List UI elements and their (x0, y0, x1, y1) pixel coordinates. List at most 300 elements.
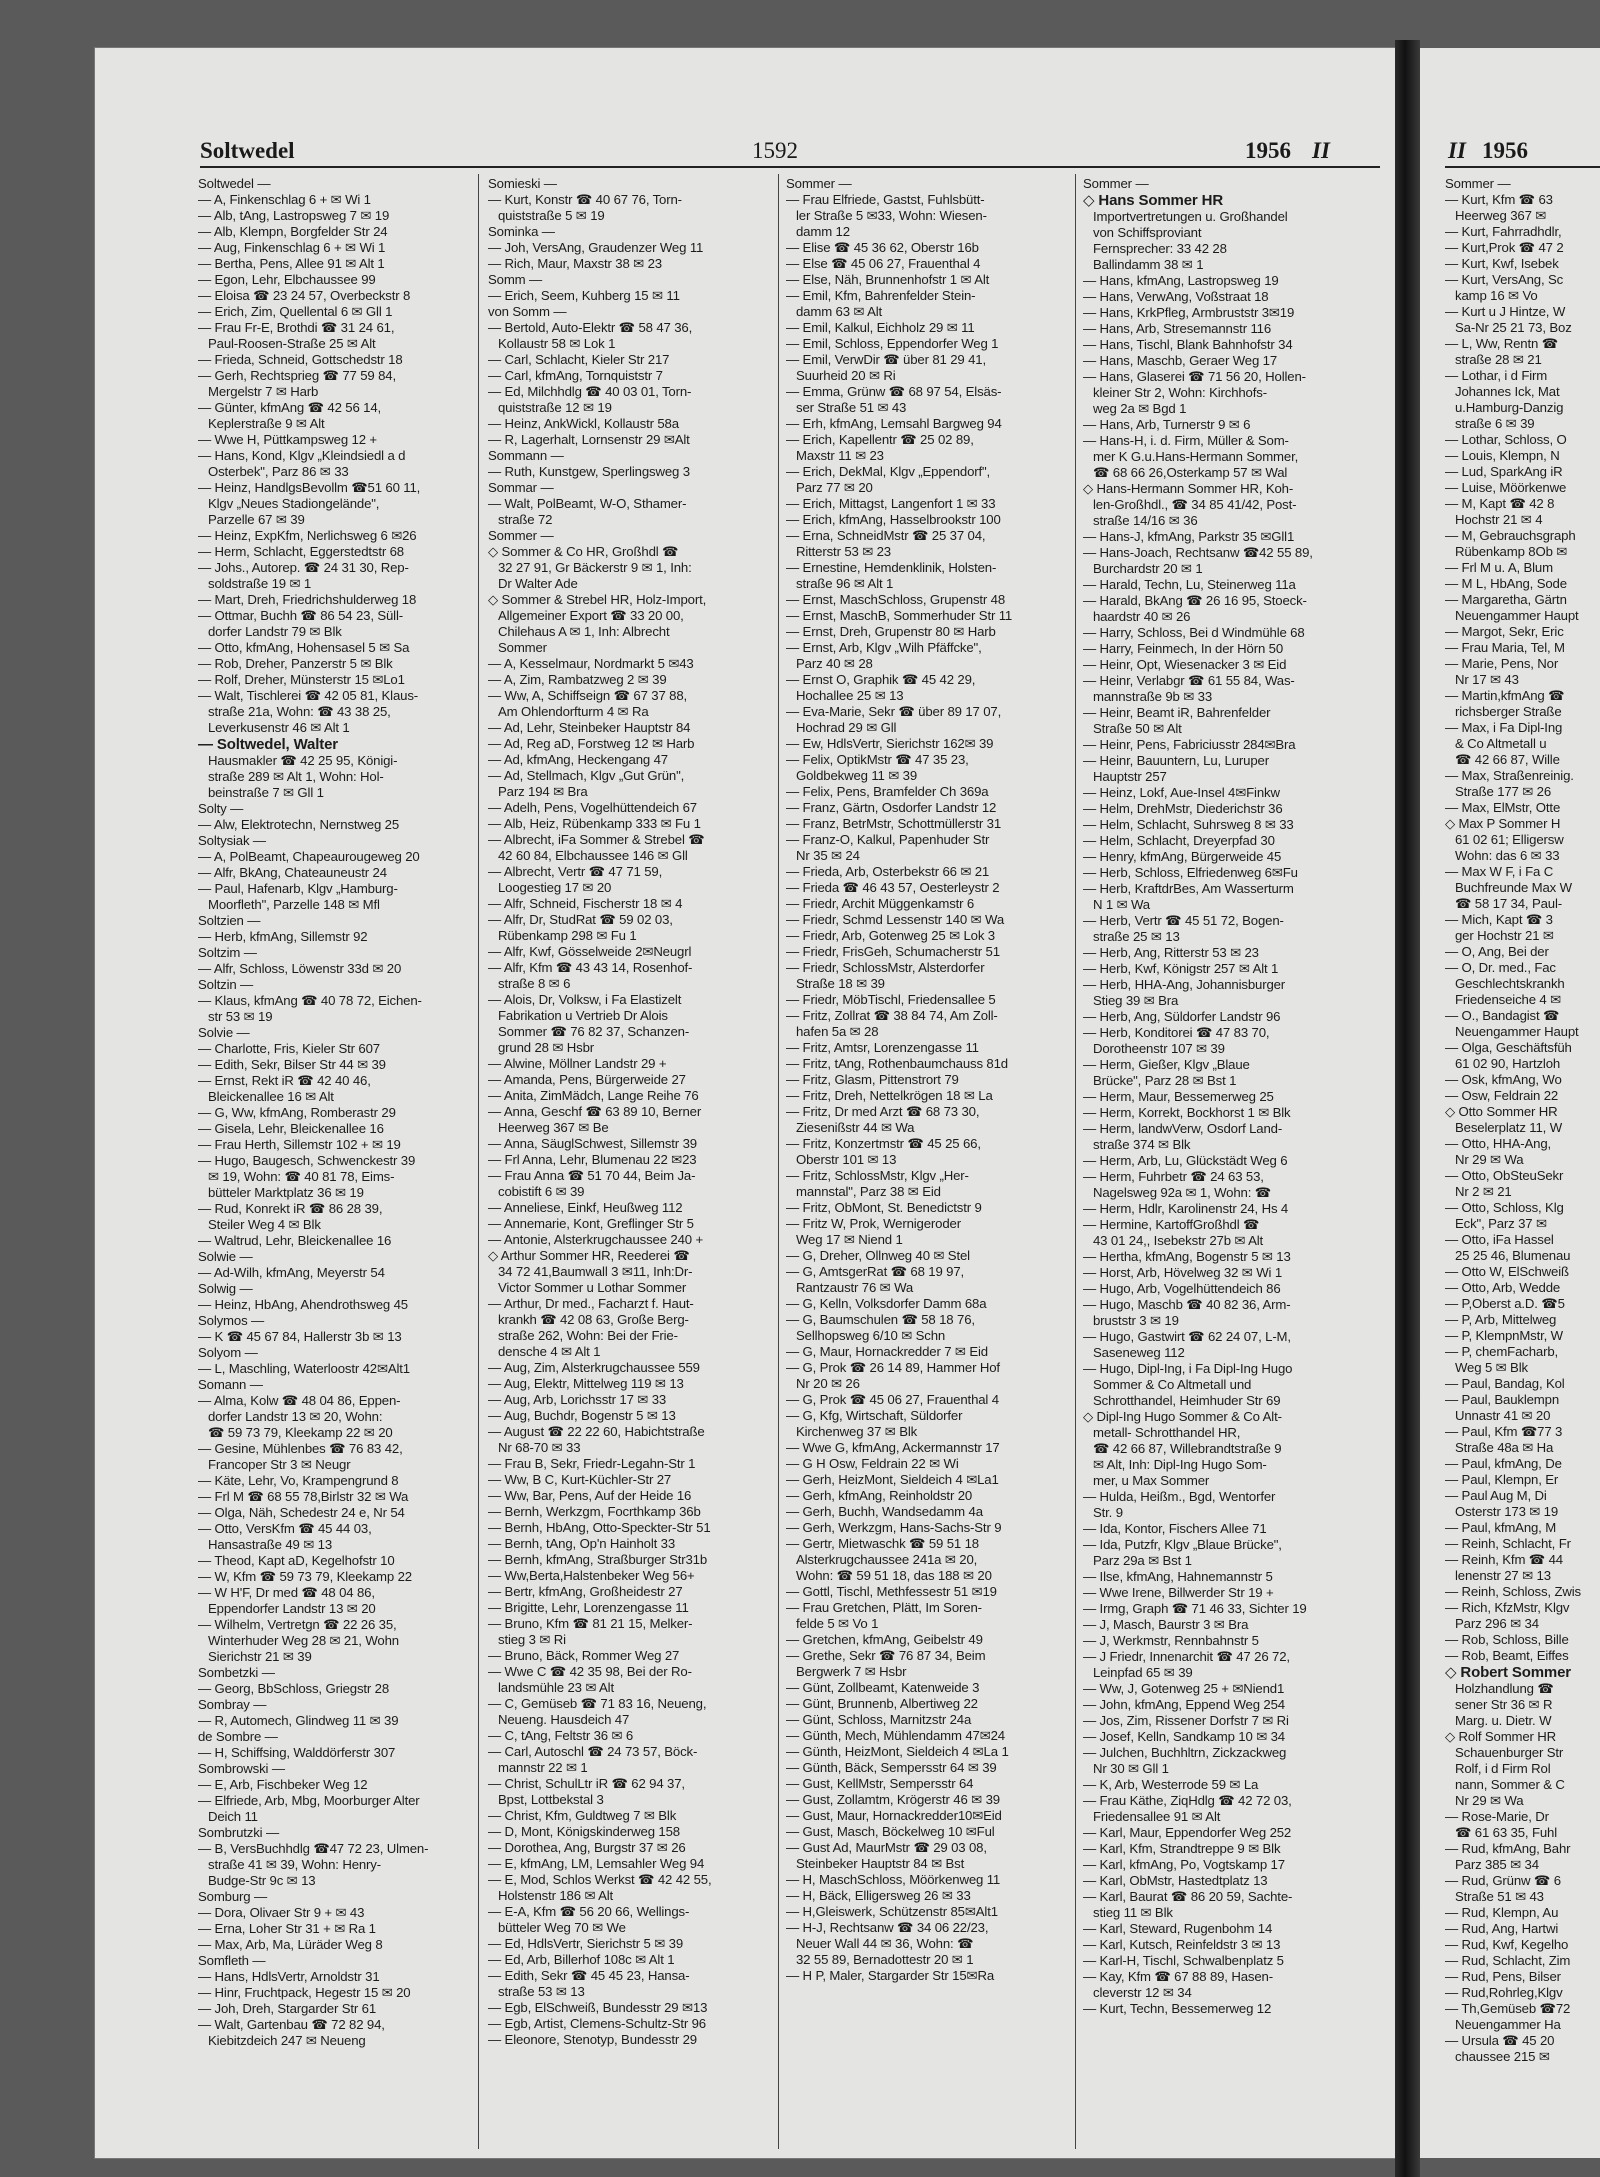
directory-entry-line: — Gisela, Lehr, Bleickenallee 16 (198, 1121, 384, 1136)
column-divider (478, 174, 479, 2149)
directory-entry-line: Solymos — (198, 1313, 265, 1328)
directory-entry-line: Nr 68-70 ✉ 33 (498, 1440, 581, 1455)
directory-entry-line: — Hans, kfmAng, Lastropsweg 19 (1083, 273, 1279, 288)
directory-entry-line: — Otto, kfmAng, Hohensasel 5 ✉ Sa (198, 640, 410, 655)
directory-entry-line: Sommer & Co Altmetall und (1093, 1377, 1252, 1392)
book-gutter (1395, 40, 1420, 2177)
directory-entry-line: — R, Automech, Glindweg 11 ✉ 39 (198, 1713, 399, 1728)
directory-entry-line: — Emil, Kalkul, Eichholz 29 ✉ 11 (786, 320, 975, 335)
directory-entry-line: — Mart, Dreh, Friedrichshulderweg 18 (198, 592, 417, 607)
directory-entry-line: Somieski — (488, 176, 557, 191)
directory-entry-line: straße 53 ✉ 13 (498, 1984, 585, 1999)
directory-entry-line: Straße 18 ✉ 39 (796, 976, 885, 991)
directory-entry-line: — Herb, Ang, Süldorfer Landstr 96 (1083, 1009, 1281, 1024)
directory-entry-line: — Gust, Masch, Böckelweg 10 ✉Ful (786, 1824, 995, 1839)
directory-entry-line: — Otto W, ElSchweiß (1445, 1264, 1569, 1279)
directory-entry-line: — Gust Ad, MaurMstr ☎ 29 03 08, (786, 1840, 987, 1855)
directory-entry-line: — Elfriede, Arb, Mbg, Moorburger Alter (198, 1793, 420, 1808)
directory-entry-line: — Joh, Dreh, Stargarder Str 61 (198, 2001, 377, 2016)
directory-entry-line: Friedensallee 91 ✉ Alt (1093, 1809, 1221, 1824)
directory-entry-line: — Ida, Putzfr, Klgv „Blaue Brücke", (1083, 1537, 1282, 1552)
directory-entry-line: ser Straße 51 ✉ 43 (796, 400, 907, 415)
directory-entry-line: Soltwedel — (198, 176, 271, 191)
directory-entry-line: — Harald, Techn, Lu, Steinerweg 11a (1083, 577, 1296, 592)
directory-entry-line: — Jos, Zim, Rissener Dorfstr 7 ✉ Ri (1083, 1713, 1289, 1728)
directory-entry-line: Rolf, i d Firm Rol (1455, 1761, 1551, 1776)
directory-entry-line: — Ernst, Arb, Klgv „Wilh Pfäffcke", (786, 640, 982, 655)
directory-entry-line: — Ruth, Kunstgew, Sperlingsweg 3 (488, 464, 690, 479)
directory-entry-line: straße 28 ✉ 21 (1455, 352, 1542, 367)
directory-entry-line: — Herb, Ang, Ritterstr 53 ✉ 23 (1083, 945, 1259, 960)
directory-entry-line: — Waltrud, Lehr, Bleickenallee 16 (198, 1233, 392, 1248)
directory-entry-line: — Karl-H, Tischl, Schwalbenplatz 5 (1083, 1953, 1284, 1968)
directory-entry-line: Nr 30 ✉ Gll 1 (1093, 1761, 1169, 1776)
directory-entry-line: — Josef, Kelln, Sandkamp 10 ✉ 34 (1083, 1729, 1285, 1744)
directory-entry-line: dorfer Landstr 13 ✉ 20, Wohn: (208, 1409, 383, 1424)
directory-entry-line: — Anita, ZimMädch, Lange Reihe 76 (488, 1088, 699, 1103)
directory-entry-line: — Alfr, Schloss, Löwenstr 33d ✉ 20 (198, 961, 402, 976)
directory-entry-line: damm 63 ✉ Alt (796, 304, 883, 319)
directory-entry-line: — Helm, Schlacht, Suhrsweg 8 ✉ 33 (1083, 817, 1294, 832)
directory-entry-line: — Alb, tAng, Lastropsweg 7 ✉ 19 (198, 208, 390, 223)
directory-entry-line: Sombrutzki — (198, 1825, 280, 1840)
directory-entry-line: — Karl, Baurat ☎ 86 20 59, Sachte- (1083, 1889, 1293, 1904)
directory-entry-line: straße 8 ✉ 6 (498, 976, 571, 991)
directory-entry-line: — Otto, iFa Hassel (1445, 1232, 1554, 1247)
directory-entry-line: — Herm, Gießer, Klgv „Blaue (1083, 1057, 1250, 1072)
directory-entry-line: Francoper Str 3 ✉ Neugr (208, 1457, 351, 1472)
directory-entry-line: — Lud, SparkAng iR (1445, 464, 1563, 479)
directory-entry-line: lenenstr 27 ✉ 13 (1455, 1568, 1551, 1583)
directory-entry-line: — Brigitte, Lehr, Lorenzengasse 11 (488, 1600, 689, 1615)
directory-entry-line: — E-A, Kfm ☎ 56 20 66, Wellings- (488, 1904, 690, 1919)
directory-entry-line: Winterhuder Weg 28 ✉ 21, Wohn (208, 1633, 399, 1648)
directory-entry-line: — Helm, Schlacht, Dreyerpfad 30 (1083, 833, 1275, 848)
year: 1956 (1245, 138, 1291, 163)
directory-entry-line: Eppendorfer Landstr 13 ✉ 20 (208, 1601, 376, 1616)
directory-entry-line: — Ad-Wilh, kfmAng, Meyerstr 54 (198, 1265, 385, 1280)
directory-entry-line: Geschlechtskrankh (1455, 976, 1565, 991)
directory-entry-line: — Fritz, Dreh, Nettelkrögen 18 ✉ La (786, 1088, 993, 1103)
directory-entry-line: mer K G.u.Hans-Hermann Sommer, (1093, 449, 1299, 464)
directory-entry-line: — Kurt,Prok ☎ 47 2 (1445, 240, 1564, 255)
directory-entry-line: dorfer Landstr 79 ✉ Blk (208, 624, 342, 639)
directory-entry-line: Leverkusenstr 46 ✉ Alt 1 (208, 720, 350, 735)
directory-entry-line: — Heinr, Pens, Fabriciusstr 284✉Bra (1083, 737, 1296, 752)
directory-entry-line: ☎ 61 63 35, Fuhl (1455, 1825, 1558, 1840)
directory-entry-line: — Ed, Milchhdlg ☎ 40 03 01, Torn- (488, 384, 692, 399)
directory-entry-line: — Bruno, Kfm ☎ 81 21 15, Melker- (488, 1616, 693, 1631)
directory-entry-line: Stieg 39 ✉ Bra (1093, 993, 1179, 1008)
directory-entry-line: — Hugo, Gastwirt ☎ 62 24 07, L-M, (1083, 1329, 1291, 1344)
directory-entry-line: Alsterkrugchaussee 241a ✉ 20, (796, 1552, 978, 1567)
directory-entry-line: Keplerstraße 9 ✉ Alt (208, 416, 325, 431)
directory-entry-line: grund 28 ✉ Hsbr (498, 1040, 595, 1055)
directory-entry-line: — Gretchen, kfmAng, Geibelstr 49 (786, 1632, 983, 1647)
directory-entry-line: — Julchen, Buchhltrn, Zickzackweg (1083, 1745, 1287, 1760)
directory-entry-line: Holstenstr 186 ✉ Alt (498, 1888, 614, 1903)
directory-entry-line: — O, Ang, Bei der (1445, 944, 1549, 959)
directory-entry-line: — Hugo, Maschb ☎ 40 82 36, Arm- (1083, 1297, 1291, 1312)
directory-entry-line: ◇ Dipl-Ing Hugo Sommer & Co Alt- (1083, 1409, 1282, 1424)
directory-entry-line: — Otto, HHA-Ang, (1445, 1136, 1552, 1151)
directory-entry-line: — Alfr, Kfm ☎ 43 43 14, Rosenhof- (488, 960, 693, 975)
directory-entry-line: — Emil, Kfm, Bahrenfelder Stein- (786, 288, 976, 303)
directory-entry-line: — Harry, Feinmech, In der Hörn 50 (1083, 641, 1284, 656)
directory-entry-line: — Gerh, kfmAng, Reinholdstr 20 (786, 1488, 973, 1503)
directory-entry-line: Buchfreunde Max W (1455, 880, 1572, 895)
directory-entry-line: cleverstr 12 ✉ 34 (1093, 1985, 1192, 2000)
directory-entry-line: — Friedr, Archit Müggenkamstr 6 (786, 896, 975, 911)
directory-entry-line: mannstal", Parz 38 ✉ Eid (796, 1184, 941, 1199)
directory-entry-line: bütteler Marktplatz 36 ✉ 19 (208, 1185, 364, 1200)
directory-entry-line: — Ursula ☎ 45 20 (1445, 2033, 1555, 2048)
directory-entry-line: — Otto, VersKfm ☎ 45 44 03, (198, 1521, 372, 1536)
directory-entry-line: — Bruno, Bäck, Rommer Weg 27 (488, 1648, 680, 1663)
directory-entry-line: — Käte, Lehr, Vo, Krampengrund 8 (198, 1473, 399, 1488)
directory-entry-line: — Frau Herth, Sillemstr 102 + ✉ 19 (198, 1137, 401, 1152)
directory-entry-line: krankh ☎ 42 08 63, Große Berg- (498, 1312, 689, 1327)
directory-entry-line: — Eloisa ☎ 23 24 57, Overbeckstr 8 (198, 288, 411, 303)
directory-entry-line: — Karl, ObMstr, Hastedtplatz 13 (1083, 1873, 1268, 1888)
directory-entry-line: Marg. u. Dietr. W (1455, 1713, 1552, 1728)
directory-entry-line: — Hulda, Heißm., Bgd, Wentorfer (1083, 1489, 1276, 1504)
directory-entry-line: beinstraße 7 ✉ Gll 1 (208, 785, 324, 800)
directory-entry-line: — Ida, Kontor, Fischers Allee 71 (1083, 1521, 1267, 1536)
directory-entry-line: Oberstr 101 ✉ 13 (796, 1152, 897, 1167)
directory-entry-line: Bleickenallee 16 ✉ Alt (208, 1089, 334, 1104)
directory-entry-line: — Franz, Gärtn, Osdorfer Landstr 12 (786, 800, 997, 815)
directory-entry-line: ◇ Hans-Hermann Sommer HR, Koh- (1083, 481, 1294, 496)
directory-entry-line: & Co Altmetall u (1455, 736, 1547, 751)
right-year: 1956 (1482, 138, 1528, 163)
directory-entry-line: — Marie, Pens, Nor (1445, 656, 1559, 671)
directory-entry-line: — Fritz, tAng, Rothenbaumchauss 81d (786, 1056, 1008, 1071)
directory-entry-line: Somfleth — (198, 1953, 266, 1968)
directory-entry-line: Beselerplatz 11, W (1455, 1120, 1562, 1135)
directory-entry-line: — Ernst O, Graphik ☎ 45 42 29, (786, 672, 976, 687)
directory-entry-line: — Hans, Tischl, Blank Bahnhofstr 34 (1083, 337, 1293, 352)
directory-entry-line: bruststr 3 ✉ 19 (1093, 1313, 1179, 1328)
directory-entry-line: ◇ Arthur Sommer HR, Reederei ☎ (488, 1248, 690, 1263)
directory-entry-line: — Friedr, SchlossMstr, Alsterdorfer (786, 960, 985, 975)
directory-entry-line: Nr 29 ✉ Wa (1455, 1152, 1524, 1167)
directory-entry-line: — Max, Arb, Ma, Lüräder Weg 8 (198, 1937, 383, 1952)
directory-entry-line: — Erh, kfmAng, Lemsahl Bargweg 94 (786, 416, 1002, 431)
directory-entry-line: — Ad, Stellmach, Klgv „Gut Grün", (488, 768, 685, 783)
directory-entry-line: Osterbek", Parz 86 ✉ 33 (208, 464, 349, 479)
directory-entry-line: — Bertold, Auto-Elektr ☎ 58 47 36, (488, 320, 693, 335)
directory-entry-line: — Ottmar, Buchh ☎ 86 54 23, Süll- (198, 608, 403, 623)
directory-entry-line: — Hans-J, kfmAng, Parkstr 35 ✉Gll1 (1083, 529, 1295, 544)
directory-entry-line: — Ed, HdlsVertr, Sierichstr 5 ✉ 39 (488, 1936, 684, 1951)
directory-entry-line: — P,Oberst a.D. ☎5 (1445, 1296, 1565, 1311)
directory-entry-line: — Olga, Geschäftsfüh (1445, 1040, 1572, 1055)
directory-entry-line: — Gesine, Mühlenbes ☎ 76 83 42, (198, 1441, 403, 1456)
directory-entry-line: Osterstr 173 ✉ 19 (1455, 1504, 1559, 1519)
directory-entry-line: — E, kfmAng, LM, Lemsahler Weg 94 (488, 1856, 705, 1871)
directory-entry-line: straße 96 ✉ Alt 1 (796, 576, 894, 591)
directory-entry-line: Ziesenißstr 44 ✉ Wa (796, 1120, 915, 1135)
directory-entry-line: Soltzim — (198, 945, 257, 960)
directory-entry-line: mannstr 22 ✉ 1 (498, 1760, 588, 1775)
directory-entry-line: ◇ Sommer & Strebel HR, Holz-Import, (488, 592, 707, 607)
directory-entry-line: — Frieda, Arb, Osterbekstr 66 ✉ 21 (786, 864, 990, 879)
directory-entry-line: Mergelstr 7 ✉ Harb (208, 384, 319, 399)
directory-entry-line: — Heinr, Opt, Wiesenacker 3 ✉ Eid (1083, 657, 1287, 672)
directory-entry-line: — Kurt, Techn, Bessemerweg 12 (1083, 2001, 1272, 2016)
directory-entry-line: Goldbekweg 11 ✉ 39 (796, 768, 918, 783)
directory-entry-line: Victor Sommer u Lothar Sommer (498, 1280, 687, 1295)
directory-entry-line: — Frau Anna ☎ 51 70 44, Beim Ja- (488, 1168, 696, 1183)
directory-entry-line: — Fritz W, Prok, Wernigeroder (786, 1216, 961, 1231)
directory-entry-line: Hochrad 29 ✉ Gll (796, 720, 897, 735)
directory-entry-line: — Wwe Irene, Billwerder Str 19 + (1083, 1585, 1274, 1600)
directory-entry-line: — Christ, SchulLtr iR ☎ 62 94 37, (488, 1776, 685, 1791)
directory-entry-line: — Kurt, VersAng, Sc (1445, 272, 1564, 287)
directory-entry-line: — Kurt, Konstr ☎ 40 67 76, Torn- (488, 192, 682, 207)
directory-entry-line: — Herb, KraftdrBes, Am Wasserturm (1083, 881, 1294, 896)
directory-entry-line: — Frau Maria, Tel, M (1445, 640, 1565, 655)
directory-entry-line: — Hans, KrkPfleg, Armbruststr 3✉19 (1083, 305, 1295, 320)
directory-entry-line: — L, Maschling, Waterloostr 42✉Alt1 (198, 1361, 410, 1376)
directory-entry-line: — Wwe C ☎ 42 35 98, Bei der Ro- (488, 1664, 692, 1679)
directory-entry-line: — Reinh, Schlacht, Fr (1445, 1536, 1571, 1551)
directory-entry-line: — H,Gleiswerk, Schützenstr 85✉Alt1 (786, 1904, 998, 1919)
directory-entry-line: — P, KlempnMstr, W (1445, 1328, 1563, 1343)
directory-entry-line: — Walt, PolBeamt, W-O, Sthamer- (488, 496, 687, 511)
directory-entry-line: — Frau Gretchen, Plätt, Im Soren- (786, 1600, 982, 1615)
directory-entry-line: — Ad, Lehr, Steinbeker Hauptstr 84 (488, 720, 691, 735)
directory-entry-line: ☎ 58 17 34, Paul- (1455, 896, 1562, 911)
directory-entry-line: — Carl, kfmAng, Tornquiststr 7 (488, 368, 663, 383)
directory-entry-line: chaussee 215 ✉ (1455, 2049, 1550, 2064)
directory-entry-line: — Felix, Pens, Bramfelder Ch 369a (786, 784, 989, 799)
directory-entry-line: Solyom — (198, 1345, 258, 1360)
directory-entry-line: — Erich, Zim, Quellental 6 ✉ Gll 1 (198, 304, 393, 319)
directory-entry-line: landsmühle 23 ✉ Alt (498, 1680, 614, 1695)
directory-entry-line: von Somm — (488, 304, 567, 319)
directory-entry-line: Parz 77 ✉ 20 (796, 480, 873, 495)
directory-entry-line: — H P, Maler, Stargarder Str 15✉Ra (786, 1968, 994, 1983)
directory-entry-line: — Ernst, Dreh, Grupenstr 80 ✉ Harb (786, 624, 996, 639)
directory-entry-line: — Paul, kfmAng, De (1445, 1456, 1562, 1471)
directory-entry-line: Parzelle 67 ✉ 39 (208, 512, 305, 527)
directory-entry-line: — Kay, Kfm ☎ 67 88 89, Hasen- (1083, 1969, 1273, 1984)
directory-entry-line: Parz 194 ✉ Bra (498, 784, 588, 799)
directory-entry-line: Sommann — (488, 448, 564, 463)
directory-entry-line: — M L, HbAng, Sode (1445, 576, 1567, 591)
directory-entry-line: — Amanda, Pens, Bürgerweide 27 (488, 1072, 686, 1087)
directory-entry-line: — Helm, DrehMstr, Diederichstr 36 (1083, 801, 1283, 816)
directory-entry-line: — K, Arb, Westerrode 59 ✉ La (1083, 1777, 1259, 1792)
directory-entry-line: — Rud, Pens, Bilser (1445, 1969, 1561, 1984)
directory-entry-line: Eck", Parz 37 ✉ (1455, 1216, 1547, 1231)
directory-entry-line: Brücke", Parz 28 ✉ Bst 1 (1093, 1073, 1237, 1088)
directory-entry-line: Parz 385 ✉ 34 (1455, 1857, 1539, 1872)
directory-entry-line: Saseneweg 112 (1093, 1345, 1185, 1360)
directory-entry-line: Kollaustr 58 ✉ Lok 1 (498, 336, 616, 351)
directory-entry-line: — Rud, Schlacht, Zim (1445, 1953, 1571, 1968)
directory-entry-line: — Grethe, Sekr ☎ 76 87 34, Beim (786, 1648, 986, 1663)
directory-entry-line: — Herm, Hdlr, Karolinenstr 24, Hs 4 (1083, 1201, 1289, 1216)
directory-entry-line: Neuengammer Haupt (1455, 608, 1579, 623)
directory-entry-line: 42 60 84, Elbchaussee 146 ✉ Gll (498, 848, 688, 863)
running-head-name: Soltwedel (200, 138, 295, 163)
directory-entry-line: — G, Prok ☎ 45 06 27, Frauenthal 4 (786, 1392, 999, 1407)
directory-entry-line: — Ed, Arb, Billerhof 108c ✉ Alt 1 (488, 1952, 675, 1967)
directory-entry-line: — Ew, HdlsVertr, Sierichstr 162✉ 39 (786, 736, 994, 751)
directory-entry-line: — Kurt, Kfm ☎ 63 (1445, 192, 1553, 207)
directory-entry-line: — Karl, Kutsch, Reinfeldstr 3 ✉ 13 (1083, 1937, 1281, 1952)
page-number: 1592 (752, 138, 798, 163)
directory-entry-line: — P, Arb, Mittelweg (1445, 1312, 1557, 1327)
directory-entry-line: len-Großhdl., ☎ 34 85 41/42, Post- (1093, 497, 1297, 512)
directory-entry-line: ger Hochstr 21 ✉ (1455, 928, 1554, 943)
directory-entry-line: — Else ☎ 45 06 27, Frauenthal 4 (786, 256, 981, 271)
directory-entry-line: Weg 5 ✉ Blk (1455, 1360, 1528, 1375)
directory-entry-line: — C, Gemüseb ☎ 71 83 16, Neueng, (488, 1696, 707, 1711)
directory-entry-line: — Rich, KfzMstr, Klgv (1445, 1600, 1570, 1615)
directory-entry-line: — Hans, Arb, Stresemannstr 116 (1083, 321, 1272, 336)
directory-entry-line: N 1 ✉ Wa (1093, 897, 1150, 912)
directory-entry-line: — Fritz, ObMont, St. Benedictstr 9 (786, 1200, 982, 1215)
directory-entry-line: — M, Gebrauchsgraph (1445, 528, 1576, 543)
directory-column-4 (1083, 176, 1383, 2151)
directory-entry-line: — Ad, Reg aD, Forstweg 12 ✉ Harb (488, 736, 695, 751)
directory-entry-line: — Emil, VerwDir ☎ über 81 29 41, (786, 352, 986, 367)
directory-entry-line: Importvertretungen u. Großhandel (1093, 209, 1288, 224)
directory-entry-line: — Aug, Elektr, Mittelweg 119 ✉ 13 (488, 1376, 684, 1391)
directory-entry-line: — Martin,kfmAng ☎ (1445, 688, 1565, 703)
directory-entry-line: — Annemarie, Kont, Greflinger Str 5 (488, 1216, 694, 1231)
directory-entry-line: Klgv „Neues Stadiongelände", (208, 496, 380, 511)
directory-entry-line: — Max W F, i Fa C (1445, 864, 1554, 879)
directory-entry-line: — Herm, Maur, Bessemerweg 25 (1083, 1089, 1274, 1104)
directory-entry-line: — Bertha, Pens, Allee 91 ✉ Alt 1 (198, 256, 385, 271)
directory-entry-line: — Otto, Arb, Wedde (1445, 1280, 1561, 1295)
directory-entry-line: — L, Ww, Rentn ☎ (1445, 336, 1558, 351)
directory-entry-line: — Friedr, Schmd Lessenstr 140 ✉ Wa (786, 912, 1005, 927)
directory-entry-line: weg 2a ✉ Bgd 1 (1093, 401, 1187, 416)
directory-entry-line: Dr Walter Ade (498, 576, 578, 591)
directory-entry-line: — Erich, kfmAng, Hasselbrookstr 100 (786, 512, 1001, 527)
directory-entry-line: — Herb, Konditorei ☎ 47 83 70, (1083, 1025, 1270, 1040)
directory-entry-line: — W, Kfm ☎ 59 73 79, Kleekamp 22 (198, 1569, 412, 1584)
directory-entry-line: — Bernh, HbAng, Otto-Speckter-Str 51 (488, 1520, 711, 1535)
directory-column-2 (488, 176, 776, 2151)
directory-entry-line: Straße 50 ✉ Alt (1093, 721, 1182, 736)
directory-entry-line: — J, Masch, Baurstr 3 ✉ Bra (1083, 1617, 1249, 1632)
directory-entry-line: — G, Prok ☎ 26 14 89, Hammer Hof (786, 1360, 1000, 1375)
directory-entry-line: — Ww, B C, Kurt-Küchler-Str 27 (488, 1472, 672, 1487)
directory-entry-line: — R, Lagerhalt, Lornsenstr 29 ✉Alt (488, 432, 690, 447)
directory-entry-line: — O., Bandagist ☎ (1445, 1008, 1560, 1023)
directory-entry-line: — G, Baumschulen ☎ 58 18 76, (786, 1312, 975, 1327)
directory-entry-line: — E, Arb, Fischbeker Weg 12 (198, 1777, 368, 1792)
directory-entry-line: — Ernst, MaschB, Sommerhuder Str 11 (786, 608, 1013, 623)
directory-entry-line: — Günt, Brunnenb, Albertiweg 22 (786, 1696, 978, 1711)
directory-entry-line: cobistift 6 ✉ 39 (498, 1184, 585, 1199)
directory-entry-line: kamp 16 ✉ Vo (1455, 288, 1538, 303)
directory-entry-line: Sominka — (488, 224, 555, 239)
directory-entry-line: Sommer ☎ 76 82 37, Schanzen- (498, 1024, 690, 1039)
directory-entry-line: — Günter, kfmAng ☎ 42 56 14, (198, 400, 382, 415)
directory-entry-line: Moorfleth", Parzelle 148 ✉ Mfl (208, 897, 380, 912)
directory-entry-line: ler Straße 5 ✉33, Wohn: Wiesen- (796, 208, 987, 223)
directory-entry-line: Holzhandlung ☎ (1455, 1681, 1554, 1696)
directory-entry-line: — Else, Näh, Brunnenhofstr 1 ✉ Alt (786, 272, 990, 287)
directory-entry-line: Kirchenweg 37 ✉ Blk (796, 1424, 918, 1439)
directory-entry-line: haardstr 40 ✉ 26 (1093, 609, 1191, 624)
directory-column-1 (198, 176, 476, 2151)
directory-entry-line: — Paul, Klempn, Er (1445, 1472, 1559, 1487)
directory-entry-line: — Frl M ☎ 68 55 78,Birlstr 32 ✉ Wa (198, 1489, 409, 1504)
directory-column-3 (786, 176, 1073, 2151)
directory-entry-line: Bpst, Lottbekstal 3 (498, 1792, 604, 1807)
directory-entry-line: — Adelh, Pens, Vogelhüttendeich 67 (488, 800, 697, 815)
directory-entry-line: — J Friedr, Innenarchit ☎ 47 26 72, (1083, 1649, 1290, 1664)
directory-entry-line: — Frau Käthe, ZiqHdlg ☎ 42 72 03, (1083, 1793, 1292, 1808)
column-divider (1075, 174, 1076, 2149)
directory-entry-line: — Harald, BkAng ☎ 26 16 95, Stoeck- (1083, 593, 1307, 608)
directory-entry-line: straße 374 ✉ Blk (1093, 1137, 1191, 1152)
directory-entry-line: — Henry, kfmAng, Bürgerweide 45 (1083, 849, 1282, 864)
directory-entry-line: — Reinh, Kfm ☎ 44 (1445, 1552, 1563, 1567)
directory-entry-line: — Anneliese, Einkf, Heußweg 112 (488, 1200, 683, 1215)
directory-entry-line: — Alfr, BkAng, Chateauneustr 24 (198, 865, 387, 880)
directory-entry-line: Solwie — (198, 1249, 253, 1264)
directory-entry-line: — Friedr, Arb, Gotenweg 25 ✉ Lok 3 (786, 928, 995, 943)
directory-entry-line: — Aug, Zim, Alsterkrugchaussee 559 (488, 1360, 700, 1375)
directory-entry-line: Soltzien — (198, 913, 261, 928)
directory-entry-line: — Rud, Kwf, Kegelho (1445, 1937, 1569, 1952)
directory-entry-line: Solwig — (198, 1281, 253, 1296)
directory-entry-line: 61 02 61; Elligersw (1455, 832, 1564, 847)
directory-entry-line: — Ww, Bar, Pens, Auf der Heide 16 (488, 1488, 692, 1503)
directory-entry-line: — Frl M u. A, Blum (1445, 560, 1553, 575)
directory-entry-line: — Horst, Arb, Hövelweg 32 ✉ Wi 1 (1083, 1265, 1283, 1280)
directory-entry-line: — Rob, Dreher, Panzerstr 5 ✉ Blk (198, 656, 393, 671)
directory-entry-line: — Anna, SäuglSchwest, Sillemstr 39 (488, 1136, 697, 1151)
directory-entry-line: — Margot, Sekr, Eric (1445, 624, 1564, 639)
directory-entry-line: Sombetzki — (198, 1665, 275, 1680)
directory-entry-line: Parz 296 ✉ 34 (1455, 1616, 1539, 1631)
directory-entry-line: — Heinr, Verlabgr ☎ 61 55 84, Was- (1083, 673, 1295, 688)
directory-entry-line: Hausmakler ☎ 42 25 95, Königi- (208, 753, 398, 768)
directory-entry-line: Neuengammer Ha (1455, 2017, 1561, 2032)
directory-entry-line: Hochstr 21 ✉ 4 (1455, 512, 1543, 527)
directory-entry-line: Sommer (498, 640, 547, 655)
directory-entry-line: — Irmg, Graph ☎ 71 46 33, Sichter 19 (1083, 1601, 1307, 1616)
directory-entry-line: Schrotthandel, Heimhuder Str 69 (1093, 1393, 1281, 1408)
directory-entry-line: — Wwe H, Püttkampsweg 12 + (198, 432, 377, 447)
directory-entry-line: u.Hamburg-Danzig (1455, 400, 1564, 415)
directory-entry-line: Parz 40 ✉ 28 (796, 656, 873, 671)
directory-entry-line: — Walt, Gartenbau ☎ 72 82 94, (198, 2017, 385, 2032)
directory-entry-line: — Erich, Seem, Kuhberg 15 ✉ 11 (488, 288, 680, 303)
directory-entry-line: — Günth, HeizMont, Sieldeich 4 ✉La 1 (786, 1744, 1009, 1759)
directory-entry-line: — Albrecht, Vertr ☎ 47 71 59, (488, 864, 663, 879)
directory-entry-line: — Paul, kfmAng, M (1445, 1520, 1557, 1535)
directory-entry-line: — Egb, Artist, Clemens-Schultz-Str 96 (488, 2016, 706, 2031)
directory-entry-line: straße 41 ✉ 39, Wohn: Henry- (208, 1857, 381, 1872)
directory-entry-line: straße 289 ✉ Alt 1, Wohn: Hol- (208, 769, 384, 784)
directory-entry-line: — Edith, Sekr ☎ 45 45 23, Hansa- (488, 1968, 690, 1983)
directory-entry-line: — Herm, Fuhrbetr ☎ 24 63 53, (1083, 1169, 1264, 1184)
directory-entry-line: — Otto, Schloss, Klg (1445, 1200, 1564, 1215)
directory-entry-line: Somann — (198, 1377, 263, 1392)
